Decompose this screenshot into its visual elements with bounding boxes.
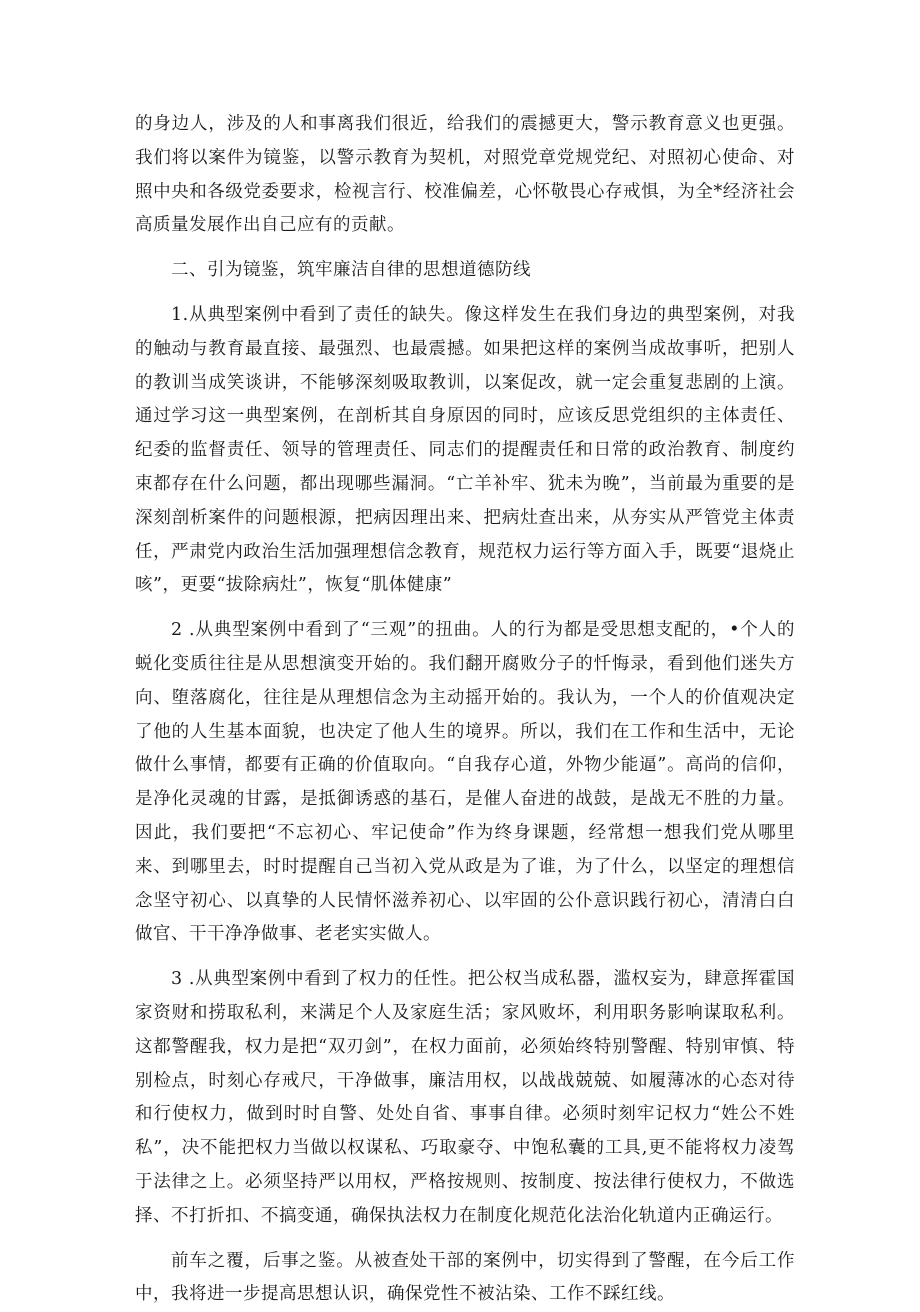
paragraph-point-2: 2 .从典型案例中看到了“三观”的扭曲。人的行为都是受思想支配的，•个人的蜕化变质往往是从思想演变开始的。我们翻开腐败分子的忏悔录，看到他们迷失方向、堕落腐化，往往是从理想信念为主动摇开始的。我认为，一个人的价值观决定了他的人生基本面貌，也决定了他人生的境界。所以，我们在工作和生活中，无论做什么事情，都要有正确的价值取向。“自我存心道，外物少能逼”。高尚的信仰，是净化灵魂的甘露，是抵御诱惑的基石，是催人奋进的战鼓，是战无不胜的力量。因此，我们要把“不忘初心、牢记使命”作为终身课题，经常想一想我们党从哪里来、到哪里去，时时提醒自己当初入党从政是为了谁，为了什么，以坚定的理想信念坚守初心、以真挚的人民情怀滋养初心、以牢固的公仆意识践行初心，清清白白做官、干干净净做事、老老实实做人。	[135, 614, 795, 952]
paragraph-conclusion: 前车之覆，后事之鉴。从被查处干部的案例中，切实得到了警醒，在今后工作中，我将进一步提高思想认识，确保党性不被沾染、工作不踩红线。	[135, 1245, 795, 1312]
paragraph-intro-continuation: 的身边人，涉及的人和事离我们很近，给我们的震撼更大，警示教育意义也更强。我们将以案件为镜鉴，以警示教育为契机，对照党章党规党纪、对照初心使命、对照中央和各级党委要求，检视言行、校准偏差，心怀敬畏心存戒惧，为全*经济社会高质量发展作出自己应有的贡献。	[135, 108, 795, 243]
section-heading-2: 二、引为镜鉴，筑牢廉洁自律的思想道德防线	[135, 254, 795, 288]
document-page	[135, 108, 795, 1312]
paragraph-point-1: 1.从典型案例中看到了责任的缺失。像这样发生在我们身边的典型案例，对我的触动与教育最直接、最强烈、也最震撼。如果把这样的案例当成故事听，把别人的教训当成笑谈讲，不能够深刻吸取教训，以案促改，就一定会重复悲剧的上演。通过学习这一典型案例，在剖析其自身原因的同时，应该反思党组织的主体责任、纪委的监督责任、领导的管理责任、同志们的提醒责任和日常的政治教育、制度约束都存在什么问题，都出现哪些漏洞。“亡羊补牢、犹未为晚”，当前最为重要的是深刻剖析案件的问题根源，把病因理出来、把病灶查出来，从夯实从严管党主体责任，严肃党内政治生活加强理想信念教育，规范权力运行等方面入手，既要“退烧止咳”，更要“拔除病灶”，恢复“肌体健康”	[135, 299, 795, 603]
paragraph-point-3: 3 .从典型案例中看到了权力的任性。把公权当成私器，滥权妄为，肆意挥霍国家资财和捞取私利，来满足个人及家庭生活；家风败坏，利用职务影响谋取私利。这都警醒我，权力是把“双刃剑”，在权力面前，必须始终特别警醒、特别审慎、特别检点，时刻心存戒尺，干净做事，廉洁用权，以战战兢兢、如履薄冰的心态对待和行使权力，做到时时自警、处处自省、事事自律。必须时刻牢记权力“姓公不姓私”，决不能把权力当做以权谋私、巧取豪夺、中饱私囊的工具,更不能将权力凌驾于法律之上。必须坚持严以用权，严格按规则、按制度、按法律行使权力，不做选择、不打折扣、不搞变通，确保执法权力在制度化规范化法治化轨道内正确运行。	[135, 963, 795, 1233]
